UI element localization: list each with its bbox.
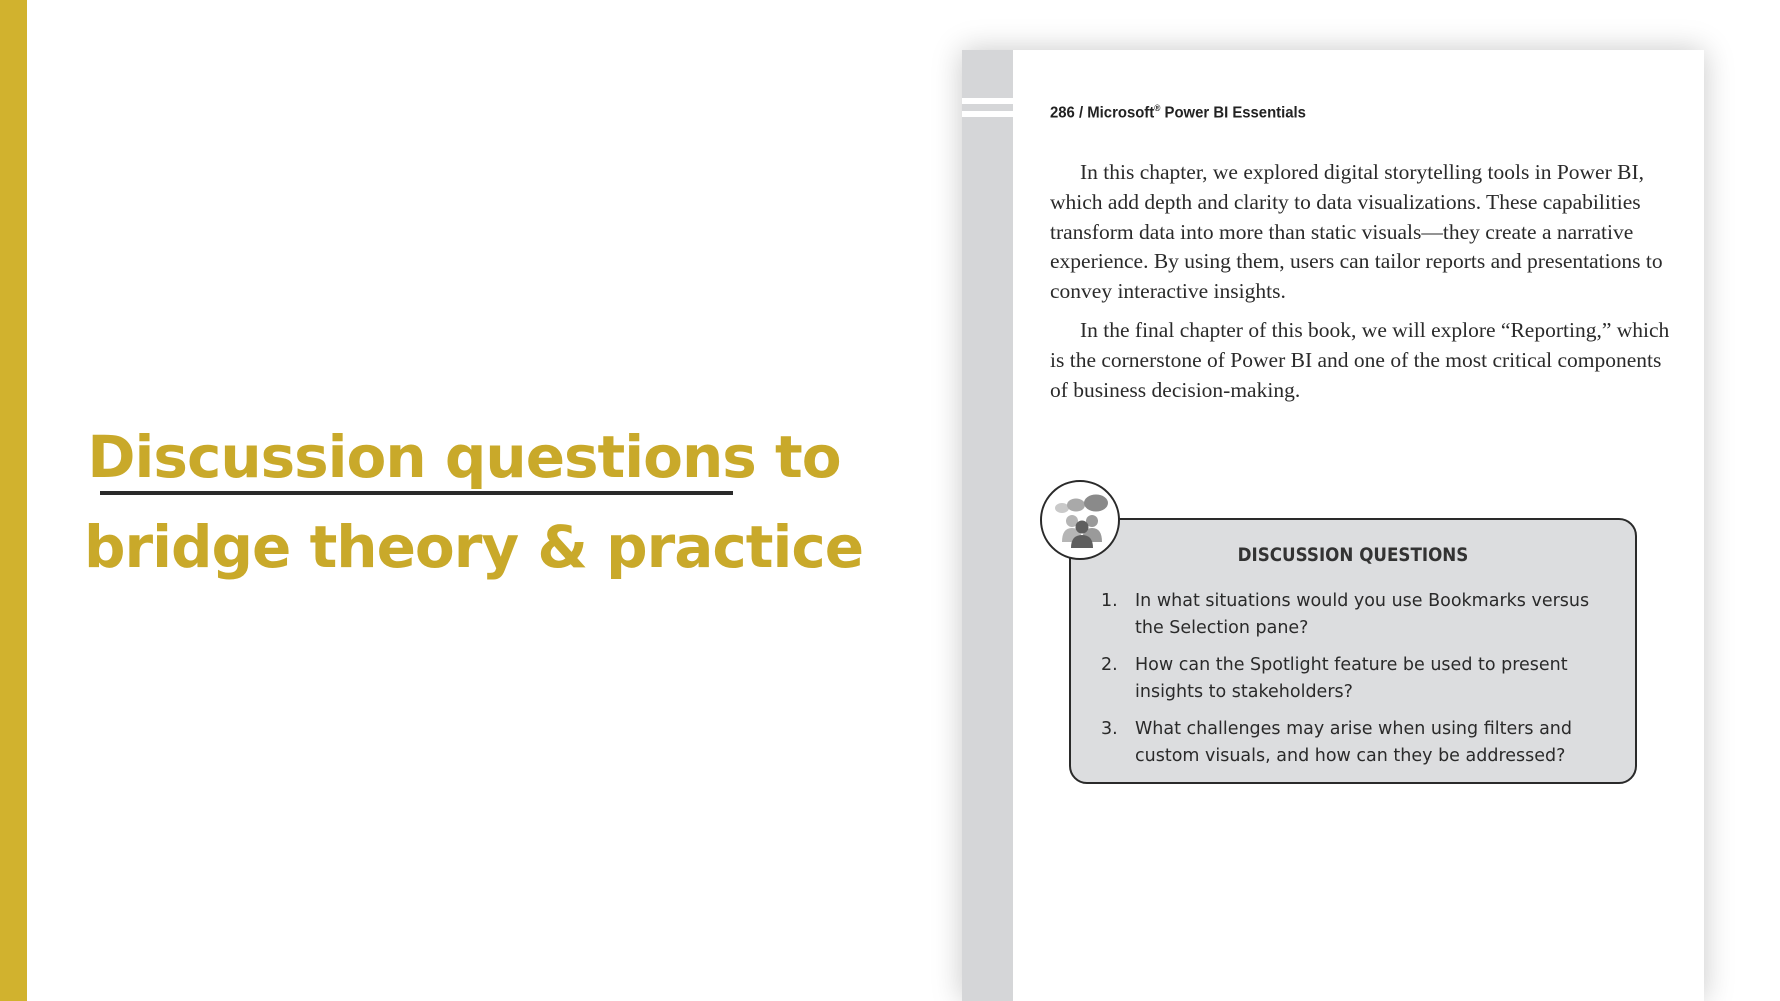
trademark-symbol: ® [1154, 103, 1161, 113]
discussion-people-icon [1040, 480, 1120, 560]
book-page [962, 50, 1704, 1001]
slide-title-line-2: bridge theory & practice [84, 513, 864, 581]
book-title-rest: Power BI Essentials [1160, 104, 1306, 122]
page-number: 286 [1050, 104, 1075, 122]
slide-title [84, 412, 864, 592]
title-underline [100, 491, 733, 495]
page-gutter [962, 50, 1013, 1001]
question-text: In what situations would you use Bookmarks versus the Selection pane? [1135, 591, 1590, 638]
discussion-question-list [1101, 588, 1621, 780]
slide-title-line-1: Discussion questions to [87, 423, 841, 491]
discussion-questions-box [1069, 518, 1637, 784]
gutter-tab [962, 98, 1013, 104]
running-head-separator: / [1078, 104, 1084, 122]
paragraph: In this chapter, we explored digital storytelling tools in Power BI, which add depth and clarity to data visualizations. These capabilities transform data into more than static visuals—they create a narrative experience. By using them, users can tailor reports and presentations to convey interactive insights. [1050, 160, 1663, 304]
gutter-tab [962, 111, 1013, 117]
running-head [1050, 103, 1306, 122]
question-number: 2. [1101, 655, 1118, 675]
discussion-heading: DISCUSSION QUESTIONS [1237, 544, 1469, 566]
list-item [1101, 716, 1621, 770]
question-number: 1. [1101, 591, 1118, 611]
question-text: What challenges may arise when using filters and custom visuals, and how can they be addressed? [1135, 719, 1573, 766]
question-number: 3. [1101, 719, 1118, 739]
list-item [1101, 652, 1621, 706]
accent-bar [0, 0, 27, 1001]
body-text [1050, 158, 1672, 414]
paragraph: In the final chapter of this book, we will explore “Reporting,” which is the cornerstone of Power BI and one of the most critical components of business decision-making. [1050, 317, 1670, 402]
list-item [1101, 588, 1621, 642]
book-title: Microsoft [1087, 104, 1155, 122]
question-text: How can the Spotlight feature be used to present insights to stakeholders? [1135, 655, 1568, 702]
